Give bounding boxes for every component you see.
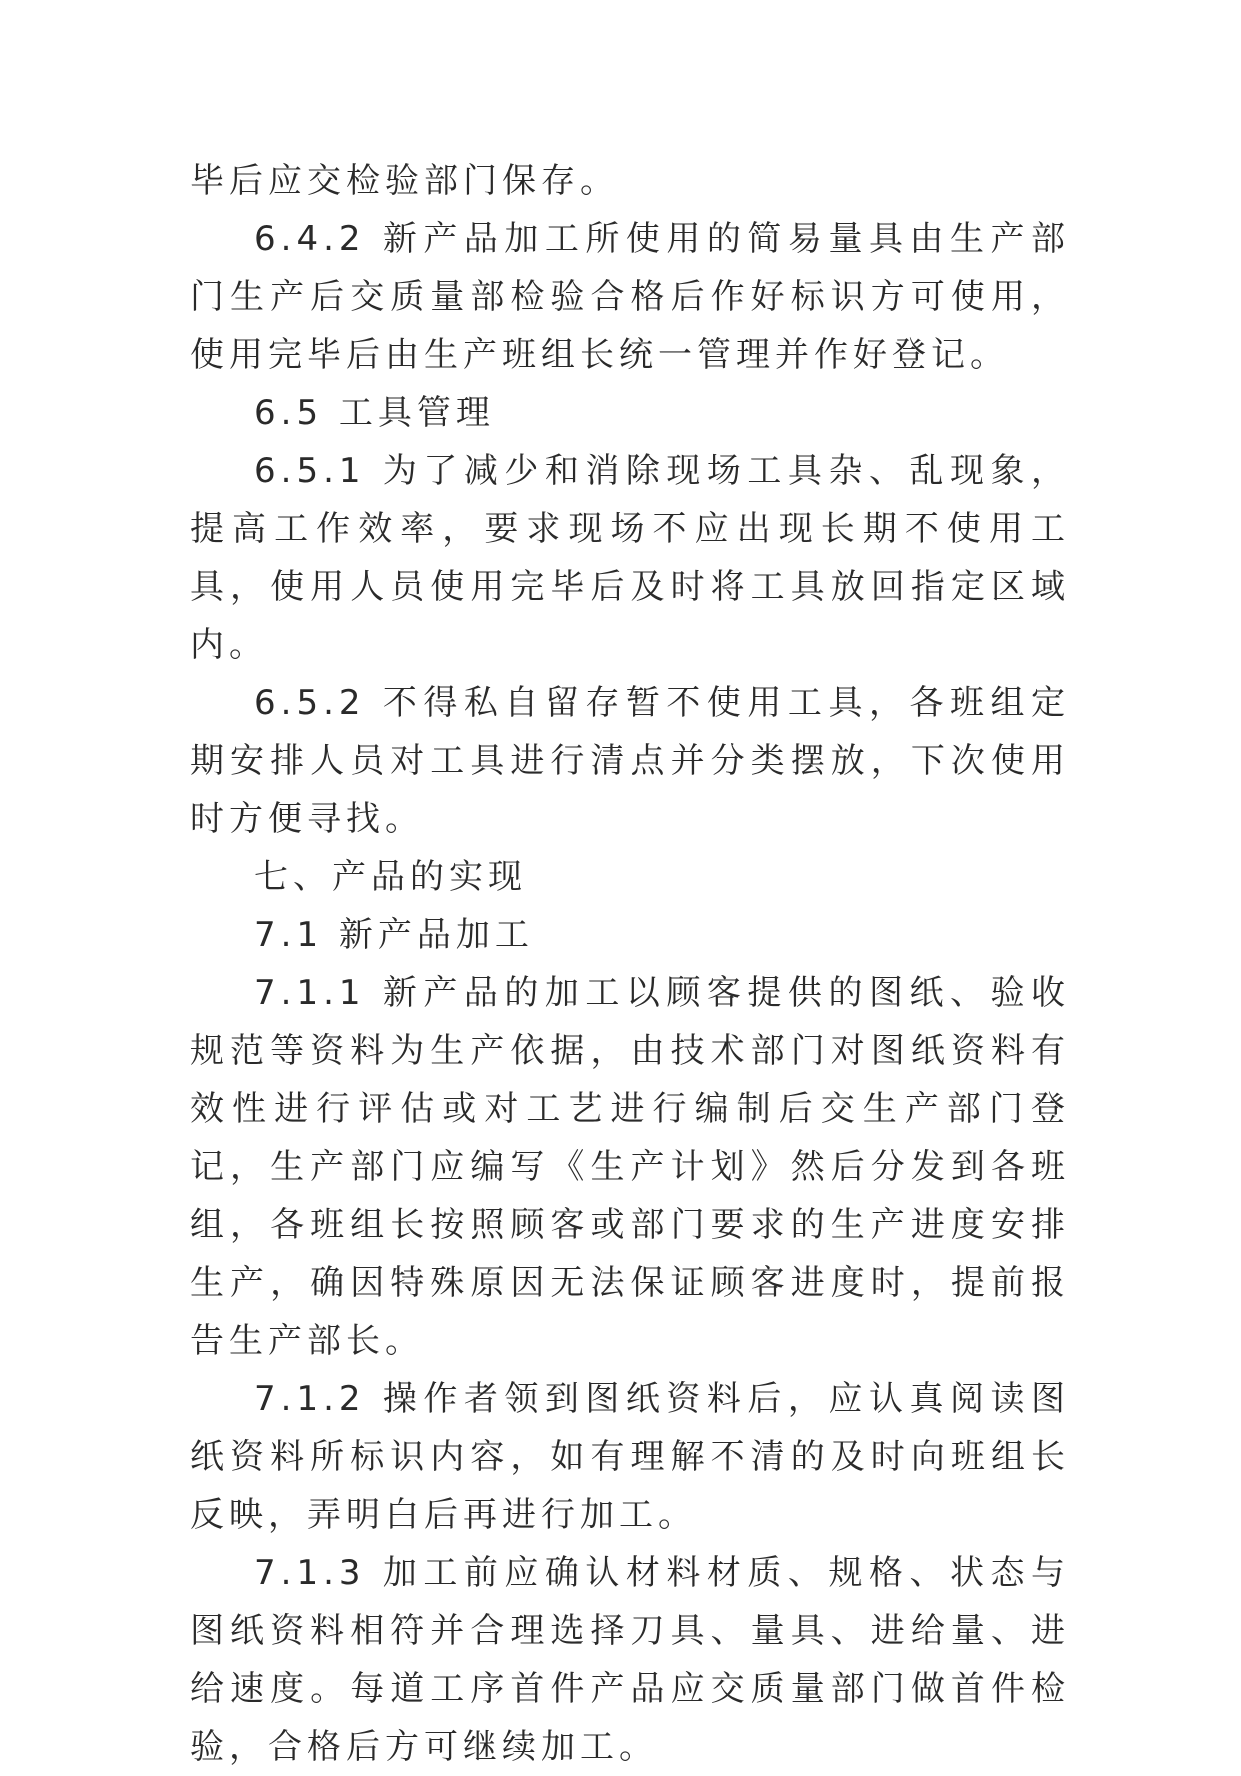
paragraph: 7.1.2 操作者领到图纸资料后，应认真阅读图纸资料所标识内容，如有理解不清的及时向班组长反映，弄明白后再进行加工。 bbox=[190, 1379, 1070, 1535]
section-heading: 6.5 工具管理 bbox=[254, 393, 495, 433]
paragraph: 6.4.2 新产品加工所使用的简易量具由生产部门生产后交质量部检验合格后作好标识方可使用，使用完毕后由生产班组长统一管理并作好登记。 bbox=[190, 219, 1070, 375]
paragraph: 毕后应交检验部门保存。 bbox=[190, 161, 619, 201]
section-heading: 7.1 新产品加工 bbox=[254, 915, 534, 955]
paragraph: 7.1.1 新产品的加工以顾客提供的图纸、验收规范等资料为生产依据，由技术部门对图纸资料有效性进行评估或对工艺进行编制后交生产部门登记，生产部门应编写《生产计划》然后分发到各班组，各班组长按照顾客或部门要求的生产进度安排生产，确因特殊原因无法保证顾客进度时，提前报告生产部长。 bbox=[190, 973, 1070, 1361]
document-body bbox=[190, 152, 1070, 1776]
paragraph: 6.5.2 不得私自留存暂不使用工具，各班组定期安排人员对工具进行清点并分类摆放，下次使用时方便寻找。 bbox=[190, 683, 1070, 839]
chapter-heading: 七、产品的实现 bbox=[254, 857, 527, 897]
paragraph: 7.1.3 加工前应确认材料材质、规格、状态与图纸资料相符并合理选择刀具、量具、进给量、进给速度。每道工序首件产品应交质量部门做首件检验，合格后方可继续加工。 bbox=[190, 1553, 1070, 1767]
paragraph: 6.5.1 为了减少和消除现场工具杂、乱现象，提高工作效率，要求现场不应出现长期不使用工具，使用人员使用完毕后及时将工具放回指定区域内。 bbox=[190, 451, 1070, 665]
